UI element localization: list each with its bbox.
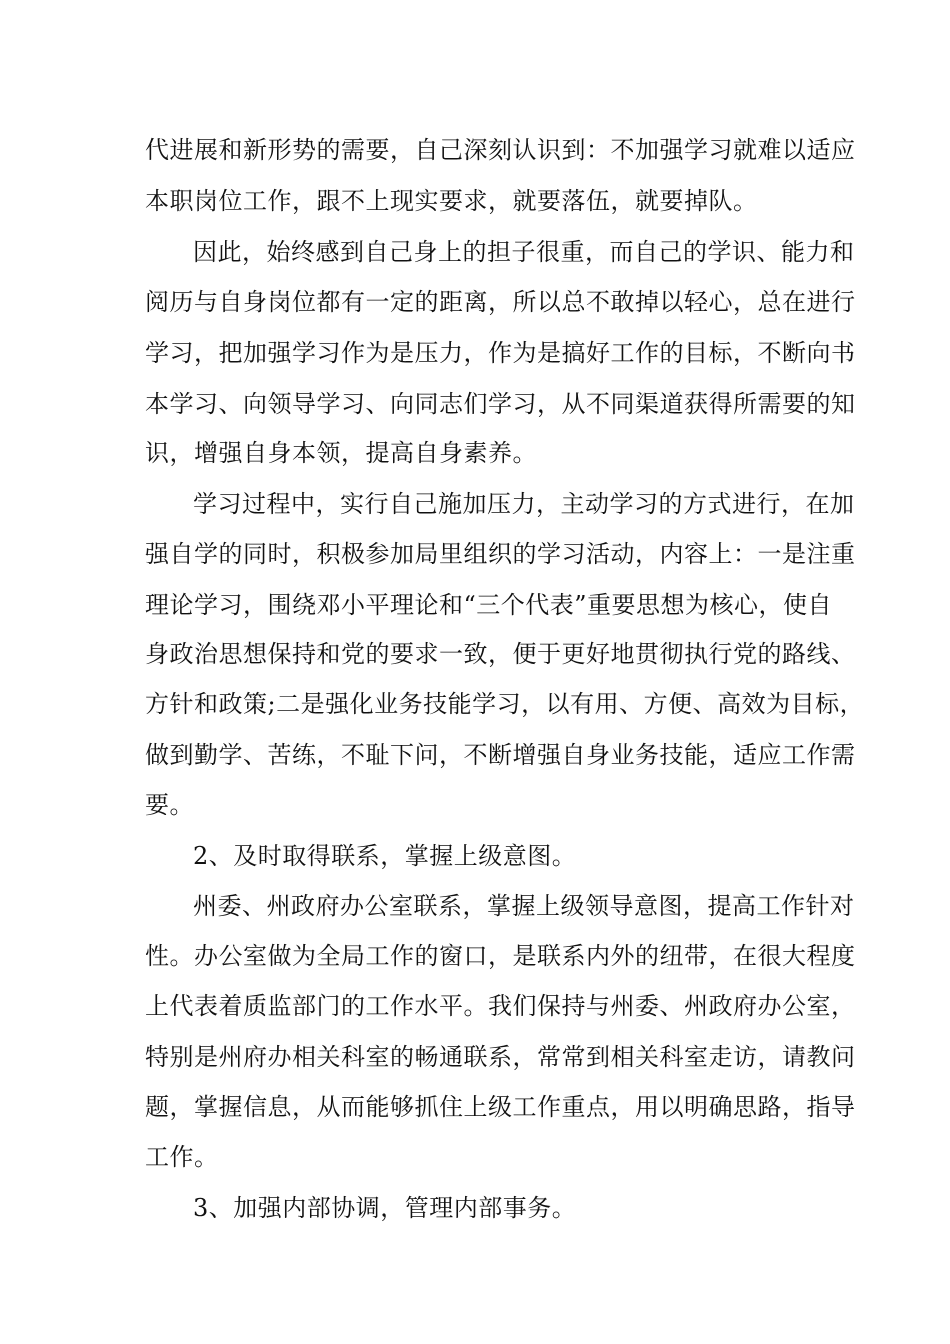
- text-line: 题，掌握信息，从而能够抓住上级工作重点，用以明确思路，指导: [145, 1093, 856, 1121]
- text-line: 强自学的同时，积极参加局里组织的学习活动，内容上：一是注重: [145, 540, 856, 568]
- text-line: 学习，把加强学习作为是压力，作为是搞好工作的目标，不断向书: [145, 339, 856, 367]
- text-line: 身政治思想保持和党的要求一致，便于更好地贯彻执行党的路线、: [145, 640, 856, 668]
- section-heading: 3、加强内部协调，管理内部事务。: [193, 1194, 577, 1222]
- text-line: 做到勤学、苦练，不耻下问，不断增强自身业务技能，适应工作需: [145, 741, 856, 769]
- text-line: 代进展和新形势的需要，自己深刻认识到：不加强学习就难以适应: [145, 136, 856, 164]
- text-line: 阅历与自身岗位都有一定的距离，所以总不敢掉以轻心，总在进行: [145, 288, 856, 316]
- text-line: 特别是州府办相关科室的畅通联系，常常到相关科室走访，请教问: [145, 1043, 856, 1071]
- text-line: 上代表着质监部门的工作水平。我们保持与州委、州政府办公室，: [145, 992, 856, 1020]
- text-line: 方针和政策;二是强化业务技能学习，以有用、方便、高效为目标，: [145, 690, 865, 718]
- text-line: 工作。: [145, 1143, 219, 1171]
- text-line: 本学习、向领导学习、向同志们学习，从不同渠道获得所需要的知: [145, 390, 856, 418]
- text-line: 性。办公室做为全局工作的窗口，是联系内外的纽带，在很大程度: [145, 942, 856, 970]
- paragraph-start-line: 学习过程中，实行自己施加压力，主动学习的方式进行，在加: [193, 490, 855, 518]
- text-line: 识，增强自身本领，提高自身素养。: [145, 439, 537, 467]
- section-heading: 2、及时取得联系，掌握上级意图。: [193, 842, 577, 870]
- text-line: 本职岗位工作，跟不上现实要求，就要落伍，就要掉队。: [145, 187, 758, 215]
- paragraph-start-line: 州委、州政府办公室联系，掌握上级领导意图，提高工作针对: [193, 892, 855, 920]
- text-line: 理论学习，围绕邓小平理论和“三个代表”重要思想为核心，使自: [145, 591, 833, 619]
- text-line: 要。: [145, 791, 194, 819]
- paragraph-start-line: 因此，始终感到自己身上的担子很重，而自己的学识、能力和: [193, 238, 855, 266]
